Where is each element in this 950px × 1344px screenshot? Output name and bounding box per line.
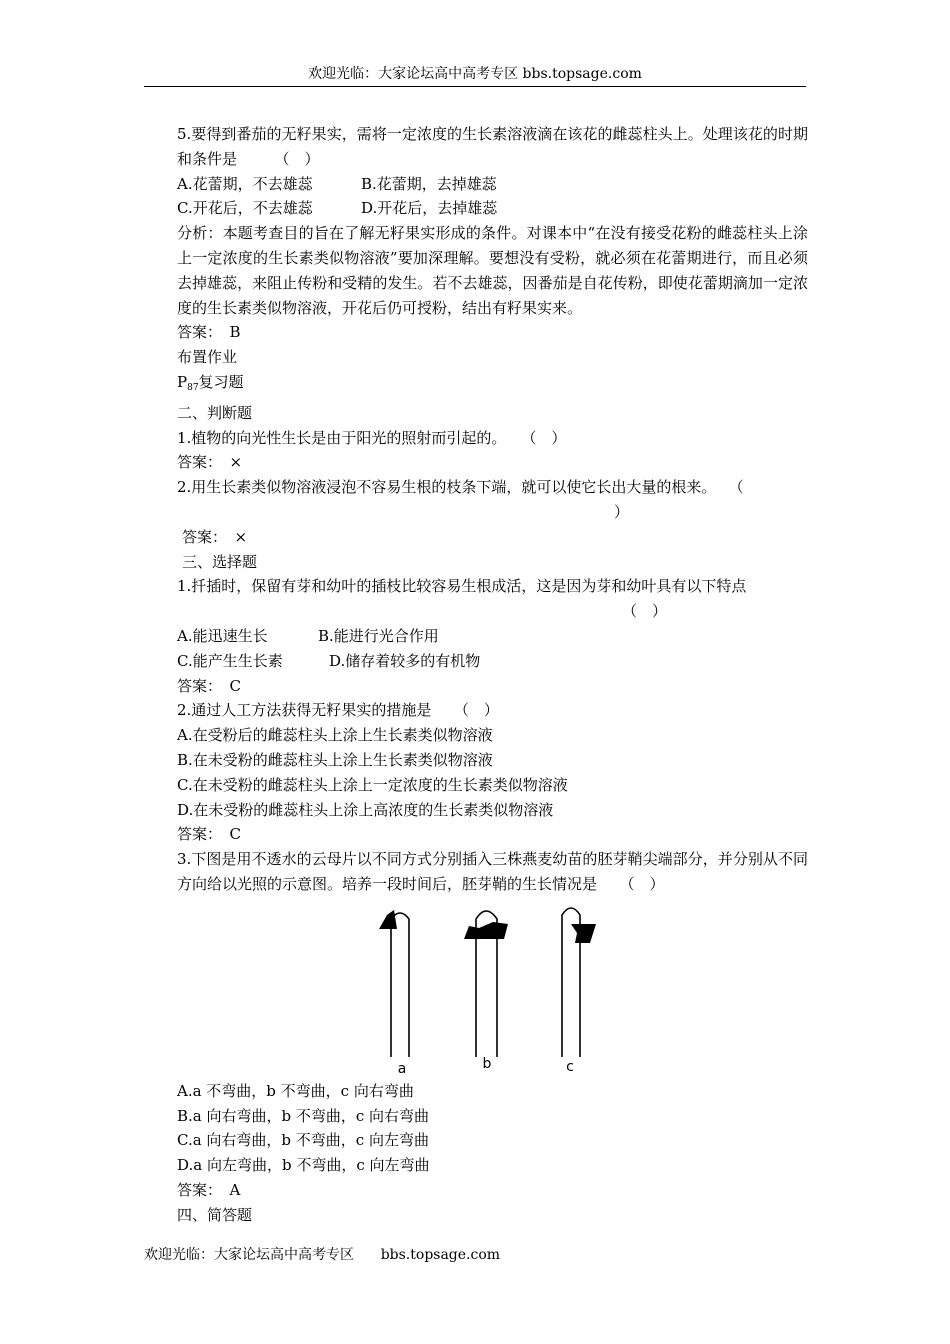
mica-sheet-a [379,910,397,929]
s3-q3-option-c: C.a 向右弯曲，b 不弯曲，c 向左弯曲 [177,1131,429,1150]
s3-q3-option-b: B.a 向右弯曲，b 不弯曲，c 向右弯曲 [177,1106,430,1125]
s3-a1: 答案： C [177,676,241,695]
fig-label-a: a [397,1060,407,1077]
q5-analysis: 分析：本题考查目的旨在了解无籽果实形成的条件。对课本中“在没有接受花粉的雌蕊柱头上涂上一定浓度的生长素类似物溶液”要加深理解。要想没有受粉，就必须在花蕾期进行，而且必须去掉雄蕊，来阻止传粉和受精的发生。若不去雄蕊，因番茄是自花传粉，即使花蕾期滴加一定浓度的生长素类似物溶液，开花后仍可授粉，结出有籽果实来。 [177,224,808,317]
section2-title: 二、判断题 [177,403,253,422]
homework-item [144,370,808,401]
s3-a2: 答案： C [177,825,241,844]
coleoptile-figure [144,897,808,1079]
s3-q1: 1.扦插时，保留有芽和幼叶的插枝比较容易生根成活，这是因为芽和幼叶具有以下特点 [177,577,747,596]
s3-q1-option-c: C.能产生生长素 [177,651,283,670]
seedling-c [562,908,596,1057]
s3-q1-options-row2 [144,649,808,674]
q5-options-row2 [144,196,808,221]
coleoptile-diagram [144,897,808,1079]
q5-answer: 答案： B [177,323,241,342]
s3-q2-option-a: A.在受粉后的雌蕊柱头上涂上生长素类似物溶液 [177,726,493,745]
s3-q2-option-b: B.在未受粉的雌蕊柱头上涂上生长素类似物溶液 [177,750,493,769]
s3-q1-option-b: B.能进行光合作用 [318,626,439,645]
s2-q2: 2.用生长素类似物溶液浸泡不容易生根的枝条下端，就可以使它长出大量的根来。 （ [177,478,744,497]
s3-q2: 2.通过人工方法获得无籽果实的措施是 （ ） [177,701,499,720]
s3-q3-option-d: D.a 向左弯曲，b 不弯曲，c 向左弯曲 [177,1156,430,1175]
s3-a3: 答案： A [177,1180,241,1199]
mica-sheet-b [464,922,508,939]
s3-q3: 3.下图是用不透水的云母片以不同方式分别插入三株燕麦幼苗的胚芽鞘尖端部分，并分别从不同方向给以光照的示意图。培养一段时间后，胚芽鞘的生长情况是 （ ） [177,850,808,893]
q5-stem: 5.要得到番茄的无籽果实，需将一定浓度的生长素溶液滴在该花的雌蕊柱头上。处理该花的时期和条件是 （ ） [177,125,808,168]
page-footer: 欢迎光临：大家论坛高中高考专区 bbs.topsage.com [144,1247,501,1263]
seedling-a [379,910,409,1057]
section3-title: 三、选择题 [182,552,258,571]
document-body [144,122,808,1227]
homework-p: P [177,372,188,391]
seedling-b [464,911,508,1057]
s3-q1-options-row1 [144,624,808,649]
section4-title: 四、简答题 [177,1205,253,1224]
q5-option-c: C.开花后，不去雄蕊 [177,199,313,218]
s3-q2-option-c: C.在未受粉的雌蕊柱头上涂上一定浓度的生长素类似物溶液 [177,775,568,794]
s2-a2: 答案： × [182,527,248,546]
s2-a1: 答案： × [177,453,243,472]
q5-option-a: A.花蕾期，不去雄蕊 [177,174,313,193]
homework-title: 布置作业 [177,348,238,367]
s3-q1-option-d: D.储存着较多的有机物 [329,651,481,670]
s3-q2-option-d: D.在未受粉的雌蕊柱头上涂上高浓度的生长素类似物溶液 [177,800,554,819]
fig-label-c: c [566,1058,574,1075]
s2-q1: 1.植物的向光性生长是由于阳光的照射而引起的。 （ ） [177,428,567,447]
mica-sheet-c [571,924,596,943]
q5-options-row1 [144,172,808,197]
homework-page-subscript: 87 [187,382,199,393]
q5-option-d: D.开花后，去掉雄蕊 [361,199,498,218]
fig-label-b: b [482,1055,492,1072]
s3-q3-option-a: A.a 不弯曲，b 不弯曲，c 向右弯曲 [177,1081,414,1100]
s3-q1-option-a: A.能迅速生长 [177,626,268,645]
homework-rest: 复习题 [198,372,244,391]
q5-option-b: B.花蕾期，去掉雄蕊 [361,174,497,193]
page-header: 欢迎光临：大家论坛高中高考专区 bbs.topsage.com [144,64,806,87]
s2-q2-paren-end: ） [614,502,630,521]
s3-q1-paren: （ ） [622,602,668,621]
